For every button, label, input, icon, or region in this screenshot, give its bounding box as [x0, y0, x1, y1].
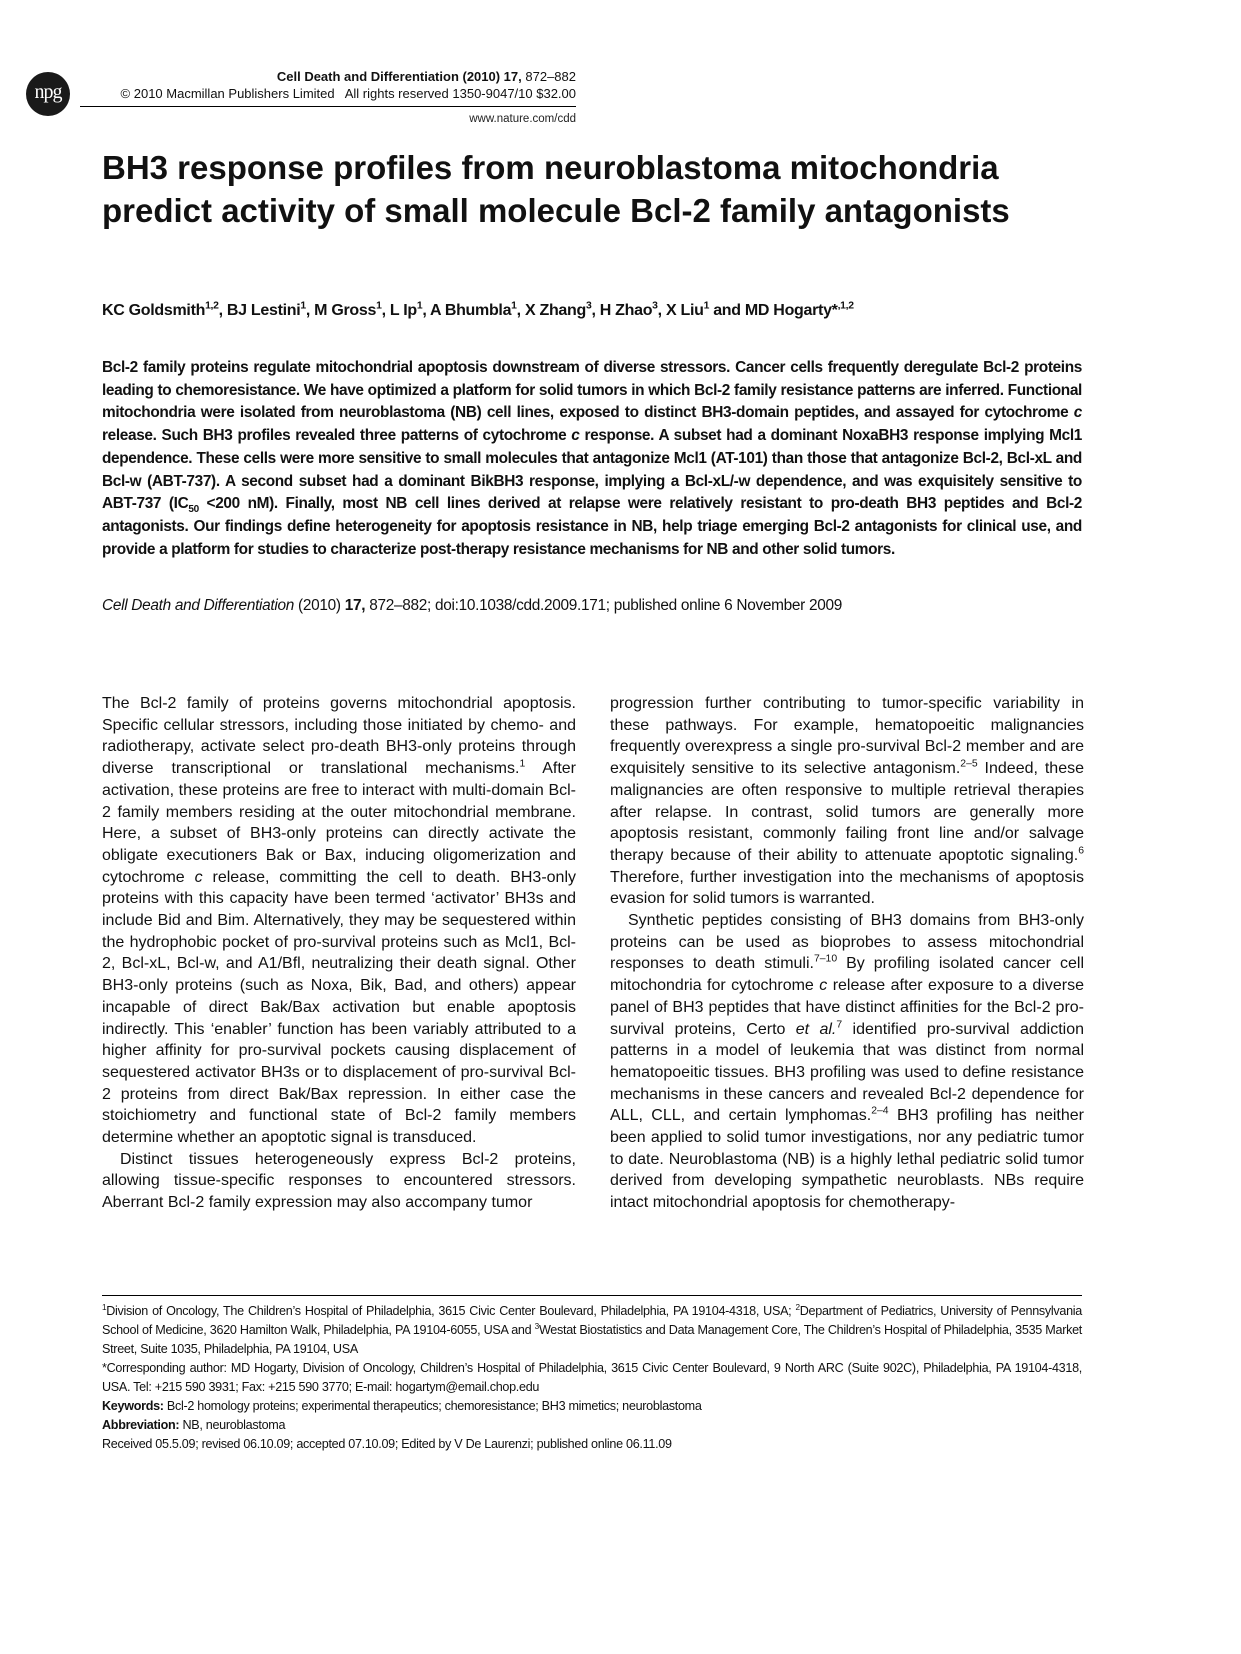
text-run: release. Such BH3 profiles revealed three patterns of cytochrome [102, 427, 572, 445]
superscript: 3 [585, 300, 592, 312]
article-title: BH3 response profiles from neuroblastoma mitochondria predict activity of small molecule Bcl-2 family antagonists [102, 149, 1010, 229]
npg-logo: npg [26, 72, 70, 116]
text-run: KC Goldsmith [102, 302, 206, 319]
text-run: , A Bhumbla [422, 302, 512, 319]
text-run: release, committing the cell to death. BH3-only proteins with this capacity have been termed ‘activator’ BH3s and include Bid and Bim. Alternatively, they may be sequestered within the hydrophobic pocket of pro-survival proteins such as Mcl1, Bcl-2, Bcl-xL, Bcl-w, and A1/Bfl, neutralizing their death signal. Other BH3-only proteins (such as Noxa, Bik, Bad, and others) appear incapable of direct Bak/Bax activation but enable apoptosis indirectly. This ‘enabler’ function has been variably attributed to a higher affinity for pro-survival pockets causing displacement of sequestered activator BH3s or to displacement of pro-survival Bcl-2 proteins from direct Bak/Bax repression. In either case the stoichiometry and functional state of Bcl-2 family members determine whether an apoptotic signal is transduced. [102, 868, 576, 1147]
text-run: After activation, these proteins are free to interact with multi-domain Bcl-2 family members residing at the outer mitochondrial membrane. Here, a subset of BH3-only proteins can directly activate the obligate executioners Bak or Bax, inducing oligomerization and cytochrome [102, 760, 576, 886]
body-column-right [610, 693, 1084, 1214]
italic-text: c [194, 868, 203, 886]
abstract [102, 357, 1082, 561]
page-range: 872–882 [521, 69, 576, 84]
text-run: BH3 profiling has neither been applied to solid tumor investigations, nor any pediatric tumor to date. Neuroblastoma (NB) is a highly lethal pediatric solid tumor derived from developing sympathetic neuroblasts. NBs require intact mitochondrial apoptosis for chemotherapy- [610, 1107, 1084, 1212]
text-run: and MD Hogarty* [709, 302, 838, 319]
superscript: 1 [511, 300, 517, 312]
italic-text: c [571, 427, 580, 445]
italic-text: et al. [795, 1020, 837, 1038]
text-run: Indeed, these malignancies are often responsive to multiple retrieval therapies after relapse. In contrast, solid tumors are generally more apoptosis resistant, commonly failing front line and/or salvage therapy because of their ability to attenuate apoptotic signaling. [610, 760, 1084, 864]
text-run: <200 nM). Finally, most NB cell lines derived at relapse were relatively resistant to pro-death BH3 peptides and Bcl-2 antagonists. Our findings define heterogeneity for apoptosis resistance in NB, help triage emerging Bcl-2 antagonists for clinical use, and provide a platform for studies to characterize post-therapy resistance mechanisms for NB and other solid tumors. [102, 495, 1082, 558]
italic-text: Cell Death and Differentiation [102, 597, 295, 614]
text-run: , X Liu [657, 302, 704, 319]
header-rule [80, 106, 576, 107]
text-run: , BJ Lestini [218, 302, 301, 319]
text-run: , H Zhao [591, 302, 653, 319]
text-run: The Bcl-2 family of proteins governs mitochondrial apoptosis. Specific cellular stressors, including those initiated by chemo- and radiotherapy, activate select pro-death BH3-only proteins through diverse transcriptional or translational mechanisms. [102, 695, 576, 778]
superscript: 3 [534, 1321, 539, 1331]
superscript: 7 [836, 1019, 843, 1031]
superscript: 1,2 [205, 300, 219, 312]
text-run: Received 05.5.09; revised 06.10.09; accepted 07.10.09; Edited by V De Laurenzi; published online 06.11.09 [102, 1437, 672, 1451]
superscript: 6 [1078, 845, 1084, 857]
paragraph [102, 1302, 1082, 1359]
text-run: By profiling isolated cancer cell mitochondria for cytochrome [610, 955, 1084, 995]
text-run: , L Ip [381, 302, 417, 319]
footnote-rule [102, 1295, 1082, 1296]
superscript: 3 [652, 300, 658, 312]
subscript: 50 [188, 504, 199, 516]
copyright: © 2010 Macmillan Publishers Limited All rights reserved 1350-9047/10 $32.00 [120, 86, 576, 101]
text-run: Synthetic peptides consisting of BH3 domains from BH3-only proteins can be used as bioprobes to assess mitochondrial responses to death stimuli. [610, 912, 1084, 973]
italic-text: c [1073, 404, 1082, 422]
superscript: 1 [519, 758, 526, 770]
text-run: 872–882; doi:10.1038/cdd.2009.171; published online 6 November 2009 [365, 597, 842, 614]
paragraph [102, 693, 576, 1149]
italic-text: c [819, 977, 828, 995]
text-run: Bcl-2 homology proteins; experimental therapeutics; chemoresistance; BH3 mimetics; neuroblastoma [163, 1399, 702, 1413]
superscript: 1 [102, 1302, 107, 1312]
text-run: release after exposure to a diverse panel of BH3 peptides that have distinct affinities for the Bcl-2 pro-survival proteins, Certo [610, 977, 1084, 1038]
text-run: Distinct tissues heterogeneously express Bcl-2 proteins, allowing tissue-specific responses to encountered stressors. Aberrant Bcl-2 family expression may also accompany tumor [102, 1150, 576, 1212]
superscript: 1 [703, 300, 710, 312]
text-run: progression further contributing to tumor-specific variability in these pathways. For example, hematopoeitic malignancies frequently overexpress a single pro-survival Bcl-2 member and are exquisitely sensitive to its selective antagonism. [610, 695, 1084, 778]
paragraph [610, 693, 1084, 910]
text-run: Therefore, further investigation into the mechanisms of apoptosis evasion for solid tumors is warranted. [610, 868, 1084, 908]
journal-name: Cell Death and Differentiation (2010) 17, [276, 69, 522, 84]
text-run: (2010) [294, 597, 345, 614]
body-column-left [102, 693, 576, 1214]
superscript: 2–4 [871, 1106, 889, 1118]
text-run: response. A subset had a dominant NoxaBH3 response implying Mcl1 dependence. These cells were more sensitive to small molecules that antagonize Mcl1 (AT-101) than those that antagonize Bcl-2, Bcl-xL and Bcl-w (ABT-737). A second subset had a dominant BikBH3 response, implying a Bcl-xL/-w dependence, and was exquisitely sensitive to ABT-737 (IC [102, 427, 1082, 513]
superscript: ,1,2 [837, 300, 854, 312]
citation-line [102, 597, 842, 615]
text-run: Bcl-2 family proteins regulate mitochondrial apoptosis downstream of diverse stressors. Cancer cells frequently deregulate Bcl-2 proteins leading to chemoresistance. We have optimized a platform for solid tumors in which Bcl-2 family resistance patterns are inferred. Functional mitochondria were isolated from neuroblastoma (NB) cell lines, exposed to distinct BH3-domain peptides, and assayed for cytochrome [102, 359, 1082, 422]
paragraph [102, 1435, 1082, 1454]
bold-text: Keywords: [102, 1399, 164, 1413]
text-run: NB, neuroblastoma [179, 1418, 286, 1432]
text-run: , M Gross [305, 302, 377, 319]
superscript: 2 [795, 1302, 800, 1312]
footnotes [102, 1302, 1082, 1454]
paragraph [102, 1359, 1082, 1397]
paragraph [102, 1416, 1082, 1435]
text-run: identified pro-survival addiction patterns in a model of leukemia that was distinct from normal hematopoeitic tissues. BH3 profiling was used to define resistance mechanisms in these cancers and revealed Bcl-2 dependence for ALL, CLL, and certain lymphomas. [610, 1020, 1084, 1125]
superscript: 1 [416, 300, 423, 312]
superscript: 2–5 [960, 758, 978, 770]
text-run: Westat Biostatistics and Data Management Core, The Children’s Hospital of Philadelphia, 3535 Market Street, Suite 1035, Philadelphia, PA 19104, USA [102, 1323, 1082, 1356]
paragraph [102, 1397, 1082, 1416]
text-run: Department of Pediatrics, University of Pennsylvania School of Medicine, 3620 Hamilton Walk, Philadelphia, PA 19104-6055, USA and [102, 1304, 1082, 1337]
text-run: , X Zhang [516, 302, 586, 319]
author-list [102, 302, 854, 320]
superscript: 1 [300, 300, 306, 312]
text-run: *Corresponding author: MD Hogarty, Division of Oncology, Children’s Hospital of Philadelphia, 3615 Civic Center Boulevard, 9 North ARC (Suite 902C), Philadelphia, PA 19104-4318, USA. Tel: +215 590 3931; Fax: +215 590 3770; E-mail: hogartym@email.chop.edu [102, 1361, 1082, 1394]
superscript: 1 [376, 300, 382, 312]
text-run: Division of Oncology, The Children’s Hospital of Philadelphia, 3615 Civic Center Boulevard, Philadelphia, PA 19104-4318, USA; [106, 1304, 796, 1318]
paragraph [102, 1149, 576, 1214]
paragraph [610, 910, 1084, 1214]
bold-text: 17, [344, 597, 366, 614]
superscript: 7–10 [813, 954, 838, 966]
bold-text: Abbreviation: [102, 1418, 180, 1432]
running-header [121, 68, 576, 102]
journal-url[interactable]: www.nature.com/cdd [469, 113, 576, 125]
